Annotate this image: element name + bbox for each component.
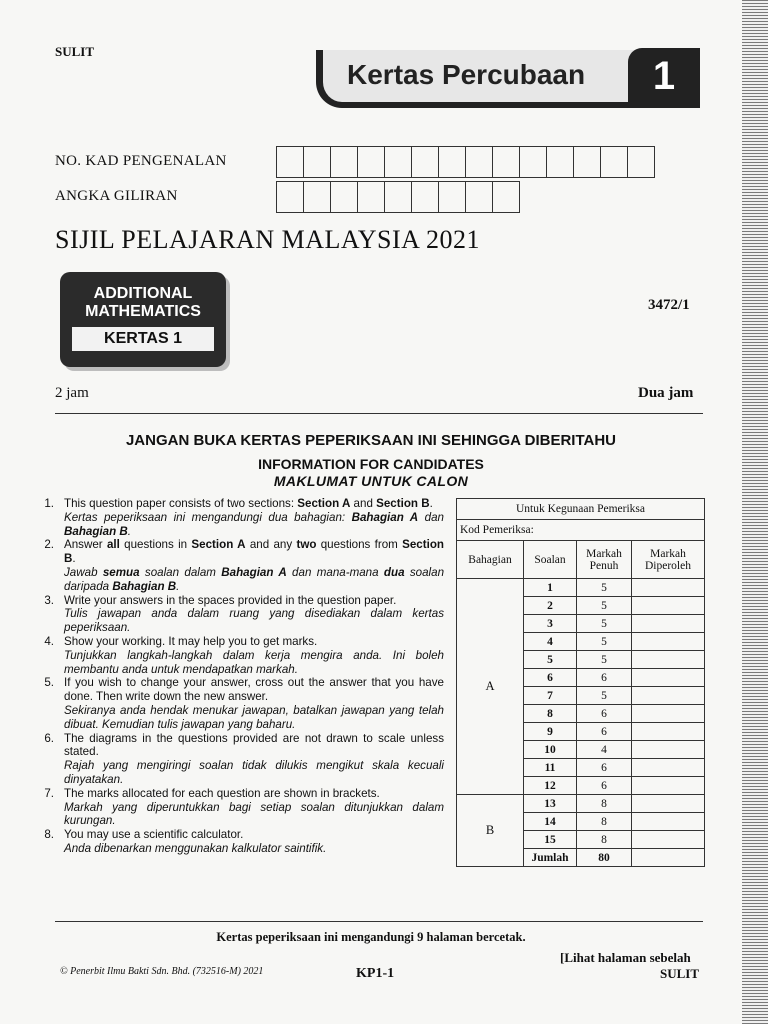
digit-box[interactable] — [276, 181, 304, 213]
obtained-marks[interactable] — [632, 669, 705, 687]
instructions-list — [30, 497, 444, 856]
duration-right: Dua jam — [638, 385, 694, 401]
instruction-my: Markah yang diperuntukkan bagi setiap soalan ditunjukkan dalam kurungan. — [64, 800, 444, 828]
question-number: 14 — [524, 813, 577, 831]
question-number: 11 — [524, 759, 577, 777]
examiner-table — [456, 498, 705, 867]
total-label: Jumlah — [524, 849, 577, 867]
question-number: 4 — [524, 633, 577, 651]
instruction-item — [30, 732, 444, 787]
full-marks: 8 — [577, 831, 632, 849]
digit-box[interactable] — [303, 146, 331, 178]
duration-left: 2 jam — [55, 385, 89, 401]
instruction-en: The marks allocated for each question are shown in brackets. — [64, 786, 380, 800]
instruction-my: Kertas peperiksaan ini mengandungi dua bahagian: Bahagian A dan Bahagian B. — [64, 510, 444, 538]
digit-box[interactable] — [330, 146, 358, 178]
full-marks: 6 — [577, 723, 632, 741]
full-marks: 8 — [577, 795, 632, 813]
total-obtained[interactable] — [632, 849, 705, 867]
pages-note: Kertas peperiksaan ini mengandungi 9 halaman bercetak. — [216, 930, 526, 944]
table-row — [457, 579, 705, 597]
subject-line2: MATHEMATICS — [85, 303, 201, 320]
full-marks: 5 — [577, 633, 632, 651]
instruction-item — [30, 594, 444, 635]
instruction-number: 6. — [44, 731, 54, 745]
digit-box[interactable] — [492, 146, 520, 178]
header-markah-penuh: Markah Penuh — [577, 541, 632, 579]
question-number: 7 — [524, 687, 577, 705]
obtained-marks[interactable] — [632, 687, 705, 705]
obtained-marks[interactable] — [632, 723, 705, 741]
paper-banner — [316, 50, 700, 108]
section-label: B — [457, 795, 524, 867]
digit-box[interactable] — [438, 181, 466, 213]
exam-title: SIJIL PELAJARAN MALAYSIA 2021 — [55, 225, 481, 254]
instruction-my: Jawab semua soalan dalam Bahagian A dan mana-mana dua soalan daripada Bahagian B. — [64, 565, 445, 593]
instruction-en: Answer all questions in Section A and any two questions from Section B. — [64, 538, 444, 566]
obtained-marks[interactable] — [632, 651, 705, 669]
obtained-marks[interactable] — [632, 759, 705, 777]
digit-box[interactable] — [411, 146, 439, 178]
obtained-marks[interactable] — [632, 741, 705, 759]
obtained-marks[interactable] — [632, 705, 705, 723]
table-row — [457, 795, 705, 813]
digit-box[interactable] — [573, 146, 601, 178]
header-markah-diperoleh: Markah Diperoleh — [632, 541, 705, 579]
instruction-number: 3. — [44, 593, 54, 607]
question-number: 12 — [524, 777, 577, 795]
header-bahagian: Bahagian — [457, 541, 524, 579]
info-heading-en: INFORMATION FOR CANDIDATES — [258, 456, 484, 472]
instruction-number: 7. — [44, 786, 54, 800]
sulit-label-top: SULIT — [55, 44, 95, 59]
instruction-number: 2. — [44, 538, 54, 552]
copyright: © Penerbit Ilmu Bakti Sdn. Bhd. (732516-M) 2021 — [60, 966, 264, 977]
banner-title: Kertas Percubaan — [347, 59, 586, 90]
scan-edge — [742, 0, 768, 1024]
instruction-my: Tunjukkan langkah-langkah dalam kerja mengira anda. Ini boleh membantu anda untuk mendapatkan markah. — [64, 648, 444, 676]
obtained-marks[interactable] — [632, 597, 705, 615]
question-number: 13 — [524, 795, 577, 813]
full-marks: 5 — [577, 597, 632, 615]
obtained-marks[interactable] — [632, 633, 705, 651]
sulit-label-bottom: SULIT — [660, 966, 700, 981]
instruction-en: Show your working. It may help you to get marks. — [64, 634, 318, 648]
instruction-number: 1. — [44, 497, 54, 510]
total-value: 80 — [577, 849, 632, 867]
instruction-my: Rajah yang mengiringi soalan tidak dilukis mengikut skala kecuali dinyatakan. — [64, 759, 444, 786]
header-soalan: Soalan — [524, 541, 577, 579]
instruction-en: If you wish to change your answer, cross out the answer that you have done. Then write down the new answer. — [64, 676, 444, 704]
subject-line1: ADDITIONAL — [93, 285, 193, 302]
digit-box[interactable] — [384, 146, 412, 178]
instruction-number: 4. — [44, 634, 54, 648]
full-marks: 5 — [577, 615, 632, 633]
question-number: 6 — [524, 669, 577, 687]
paper-label: KERTAS 1 — [72, 327, 214, 351]
digit-box[interactable] — [600, 146, 628, 178]
digit-box[interactable] — [384, 181, 412, 213]
full-marks: 8 — [577, 813, 632, 831]
question-number: 2 — [524, 597, 577, 615]
digit-box[interactable] — [465, 181, 493, 213]
instruction-my: Sekiranya anda hendak menukar jawapan, batalkan jawapan yang telah dibuat. Kemudian tulis jawapan yang baharu. — [64, 703, 444, 731]
instruction-item — [30, 538, 444, 593]
next-page-note: [Lihat halaman sebelah — [560, 950, 691, 965]
digit-box[interactable] — [303, 181, 331, 213]
digit-box[interactable] — [519, 146, 547, 178]
full-marks: 6 — [577, 777, 632, 795]
paper-code: 3472/1 — [648, 297, 690, 313]
instruction-my: Tulis jawapan anda dalam ruang yang disediakan dalam kertas peperiksaan. — [64, 607, 444, 635]
ic-label: NO. KAD PENGENALAN — [55, 153, 227, 169]
instruction-item — [30, 787, 444, 828]
question-number: 9 — [524, 723, 577, 741]
instruction-my: Anda dibenarkan menggunakan kalkulator saintifik. — [64, 841, 327, 855]
full-marks: 5 — [577, 579, 632, 597]
question-number: 10 — [524, 741, 577, 759]
warning-heading: JANGAN BUKA KERTAS PEPERIKSAAN INI SEHINGGA DIBERITAHU — [125, 432, 617, 449]
examiner-table-title: Untuk Kegunaan Pemeriksa — [457, 499, 705, 520]
ic-number-boxes[interactable] — [277, 146, 655, 178]
digit-box[interactable] — [546, 146, 574, 178]
instruction-item — [30, 676, 444, 731]
page-code: KP1-1 — [356, 966, 395, 981]
digit-box[interactable] — [492, 181, 520, 213]
digit-box[interactable] — [627, 146, 655, 178]
instruction-item — [30, 497, 444, 538]
divider-top — [55, 413, 703, 414]
section-label: A — [457, 579, 524, 795]
digit-box[interactable] — [330, 181, 358, 213]
digit-box[interactable] — [357, 181, 385, 213]
obtained-marks[interactable] — [632, 831, 705, 849]
info-heading-my: MAKLUMAT UNTUK CALON — [273, 473, 469, 489]
full-marks: 6 — [577, 759, 632, 777]
digit-box[interactable] — [357, 146, 385, 178]
examiner-code-label: Kod Pemeriksa: — [457, 520, 705, 541]
digit-box[interactable] — [465, 146, 493, 178]
instruction-item — [30, 635, 444, 676]
instruction-en: Write your answers in the spaces provided in the question paper. — [64, 593, 397, 607]
full-marks: 5 — [577, 651, 632, 669]
index-number-boxes[interactable] — [277, 181, 520, 213]
subject-badge — [60, 272, 226, 367]
obtained-marks[interactable] — [632, 777, 705, 795]
obtained-marks[interactable] — [632, 795, 705, 813]
index-label: ANGKA GILIRAN — [55, 188, 178, 204]
obtained-marks[interactable] — [632, 579, 705, 597]
instruction-en: You may use a scientific calculator. — [64, 828, 244, 842]
digit-box[interactable] — [411, 181, 439, 213]
obtained-marks[interactable] — [632, 813, 705, 831]
obtained-marks[interactable] — [632, 615, 705, 633]
digit-box[interactable] — [276, 146, 304, 178]
question-number: 5 — [524, 651, 577, 669]
instruction-number: 8. — [44, 828, 54, 842]
instruction-number: 5. — [44, 676, 54, 690]
full-marks: 6 — [577, 669, 632, 687]
instruction-item — [30, 828, 444, 856]
full-marks: 5 — [577, 687, 632, 705]
instruction-en: The diagrams in the questions provided are not drawn to scale unless stated. — [64, 731, 444, 759]
banner-number: 1 — [628, 48, 700, 106]
full-marks: 6 — [577, 705, 632, 723]
question-number: 3 — [524, 615, 577, 633]
instruction-en: This question paper consists of two sections: Section A and Section B. — [64, 497, 433, 510]
question-number: 1 — [524, 579, 577, 597]
question-number: 15 — [524, 831, 577, 849]
divider-bottom — [55, 921, 703, 922]
digit-box[interactable] — [438, 146, 466, 178]
question-number: 8 — [524, 705, 577, 723]
full-marks: 4 — [577, 741, 632, 759]
